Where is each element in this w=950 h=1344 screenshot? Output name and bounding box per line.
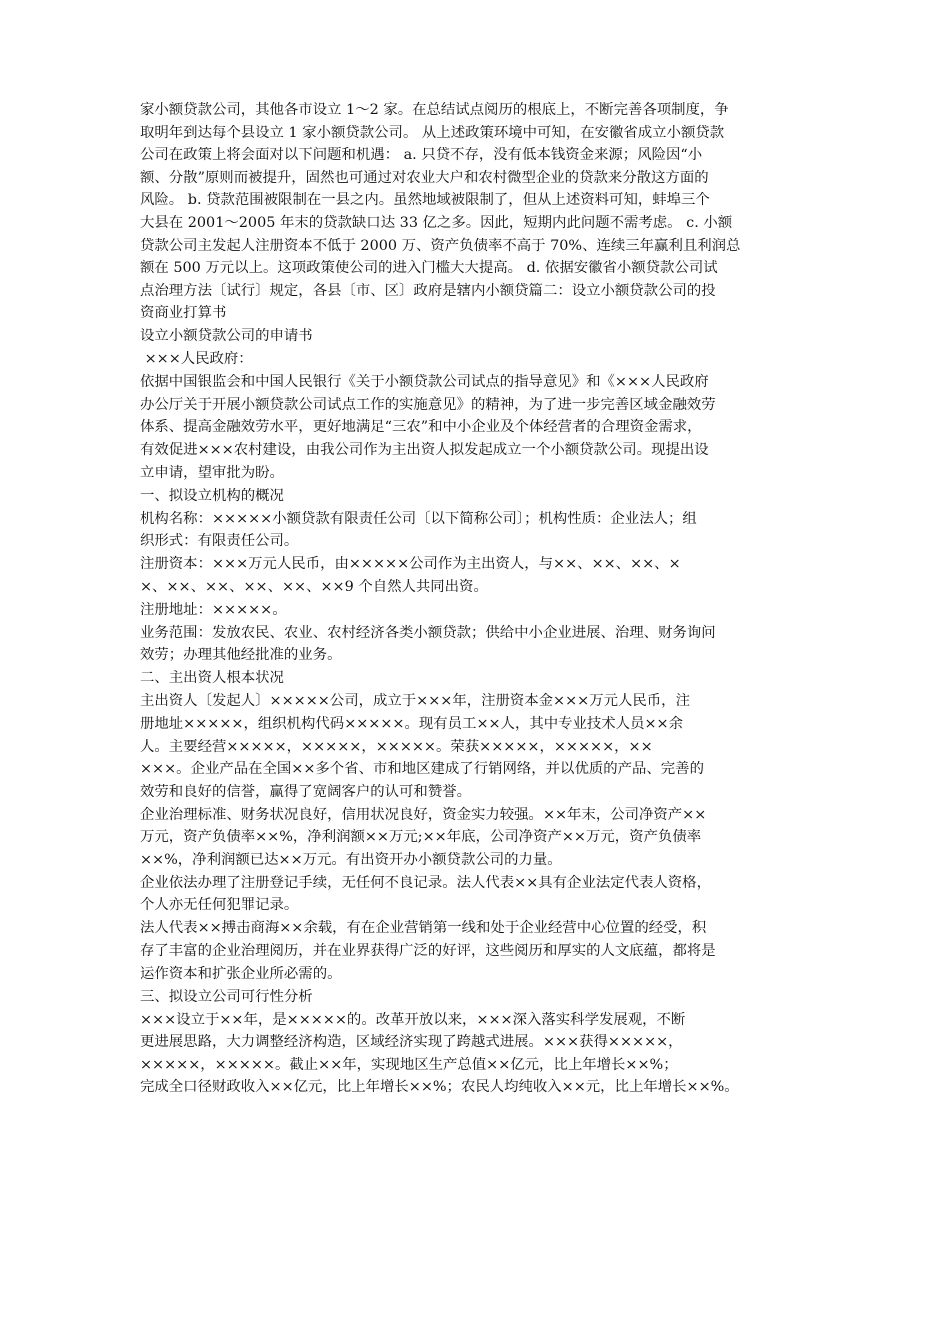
text-line: 额、分散”原则而被提升，固然也可通过对农业大户和农村微型企业的贷款来分散这方面的: [140, 169, 709, 186]
text-line: 取明年到达每个县设立 1 家小额贷款公司。 从上述政策环境中可知，在安徽省成立小额贷款: [140, 124, 725, 141]
opening-paragraph: [140, 371, 818, 484]
document-title: 设立小额贷款公司的申请书: [140, 328, 313, 345]
text-line: 体系、提高金融效劳水平，更好地满足“三农”和中小企业及个体经营者的合理资金需求，: [140, 419, 702, 436]
text-line: 资商业打算书: [140, 305, 227, 322]
text-line: 家小额贷款公司，其他各市设立 1～2 家。在总结试点阅历的根底上，不断完善各项制度，争: [140, 102, 729, 118]
text-line: 织形式：有限责任公司。: [140, 533, 299, 550]
finance-status-paragraph: [140, 804, 818, 872]
legal-record-paragraph: [140, 872, 818, 917]
registered-capital-paragraph: [140, 553, 818, 598]
text-line: 办公厅关于开展小额贷款公司试点工作的实施意见》的精神，为了进一步完善区域金融效劳: [140, 396, 716, 413]
text-line: 册地址×××××，组织机构代码×××××。现有员工××人，其中专业技术人员××余: [140, 715, 683, 732]
text-line: 风险。 b. 贷款范围被限制在一县之内。虽然地域被限制了，但从上述资料可知，蚌埠三个: [140, 192, 710, 209]
text-line: 立申请，望审批为盼。: [140, 464, 284, 481]
text-line: 贷款公司主发起人注册资本不低于 2000 万、资产负债率不高于 70%、连续三年赢利且利润总: [140, 237, 741, 254]
text-line: 完成全口径财政收入××亿元，比上年增长××%；农民人均纯收入××元，比上年增长××%。: [140, 1079, 739, 1096]
text-line: ×××。企业产品在全国××多个省、市和地区建成了行销网络，并以优质的产品、完善的: [140, 761, 704, 778]
intro-paragraph: [140, 99, 818, 325]
text-line: 效劳和良好的信誉，赢得了宽阔客户的认可和赞誉。: [140, 783, 471, 800]
institution-name-paragraph: [140, 508, 818, 553]
salutation: ×××人民政府：: [140, 351, 253, 368]
representative-paragraph: [140, 917, 818, 985]
text-line: ×××设立于××年，是×××××的。改革开放以来，×××深入落实科学发展观，不断: [140, 1011, 686, 1028]
section-heading-1: 一、拟设立机构的概况: [140, 487, 284, 504]
text-line: 法人代表××搏击商海××余载，有在企业营销第一线和处于企业经营中心位置的经受，积: [140, 920, 707, 937]
text-line: 效劳；办理其他经批准的业务。: [140, 647, 342, 664]
text-line: 人。主要经营×××××，×××××，×××××。荣获×××××，×××××，××: [140, 738, 653, 755]
text-line: 更进展思路，大力调整经济构造，区域经济实现了跨越式进展。×××获得×××××，: [140, 1034, 683, 1051]
text-line: 万元，资产负债率××%，净利润额××万元;××年底，公司净资产××万元，资产负债率: [140, 829, 702, 846]
text-line: 机构名称：×××××小额贷款有限责任公司〔以下简称公司〕；机构性质：企业法人；组: [140, 510, 697, 527]
text-line: 点治理方法〔试行〕规定，各县〔市、区〕政府是辖内小额贷篇二：设立小额贷款公司的投: [140, 282, 716, 299]
section-heading-3: 三、拟设立公司可行性分析: [140, 988, 313, 1005]
text-line: 运作资本和扩张企业所必需的。: [140, 965, 342, 982]
text-line: 主出资人〔发起人〕×××××公司，成立于×××年，注册资本金×××万元人民币，注: [140, 693, 690, 710]
registered-address: 注册地址：×××××。: [140, 601, 287, 618]
text-line: 大县在 2001～2005 年末的贷款缺口达 33 亿之多。因此，短期内此问题不需考虑。 c. 小额: [140, 214, 733, 231]
text-line: ×××××，×××××。截止××年，实现地区生产总值××亿元，比上年增长××%；: [140, 1056, 678, 1073]
text-line: 存了丰富的企业治理阅历，并在业界获得广泛的好评，这些阅历和厚实的人文底蕴，都将是: [140, 943, 716, 960]
text-line: 注册资本：×××万元人民币，由×××××公司作为主出资人，与××、××、××、×: [140, 556, 681, 573]
investor-profile-paragraph: [140, 690, 818, 803]
text-line: ×、××、××、××、××、××9 个自然人共同出资。: [140, 578, 488, 595]
text-line: 有效促进×××农村建设，由我公司作为主出资人拟发起成立一个小额贷款公司。现提出设: [140, 442, 709, 459]
text-line: ××%，净利润额已达××万元。有出资开办小额贷款公司的力量。: [140, 851, 562, 868]
text-line: 公司在政策上将会面对以下问题和机遇： a. 只贷不存，没有低本钱资金来源；风险因“小: [140, 147, 703, 164]
text-line: 业务范围：发放农民、农业、农村经济各类小额贷款；供给中小企业进展、治理、财务询问: [140, 624, 716, 641]
text-line: 企业治理标准、财务状况良好，信用状况良好，资金实力较强。××年末，公司净资产××: [140, 806, 707, 823]
text-line: 个人亦无任何犯罪记录。: [140, 897, 299, 914]
text-line: 额在 500 万元以上。这项政策使公司的进入门槛大大提高。 d. 依据安徽省小额贷款公司试: [140, 260, 718, 277]
text-line: 依据中国银监会和中国人民银行《关于小额贷款公司试点的指导意见》和《×××人民政府: [140, 374, 709, 391]
document-page: [140, 99, 818, 1099]
business-scope-paragraph: [140, 622, 818, 667]
text-line: 企业依法办理了注册登记手续，无任何不良记录。法人代表××具有企业法定代表人资格，: [140, 874, 711, 891]
feasibility-paragraph: [140, 1009, 818, 1099]
section-heading-2: 二、主出资人根本状况: [140, 670, 284, 687]
